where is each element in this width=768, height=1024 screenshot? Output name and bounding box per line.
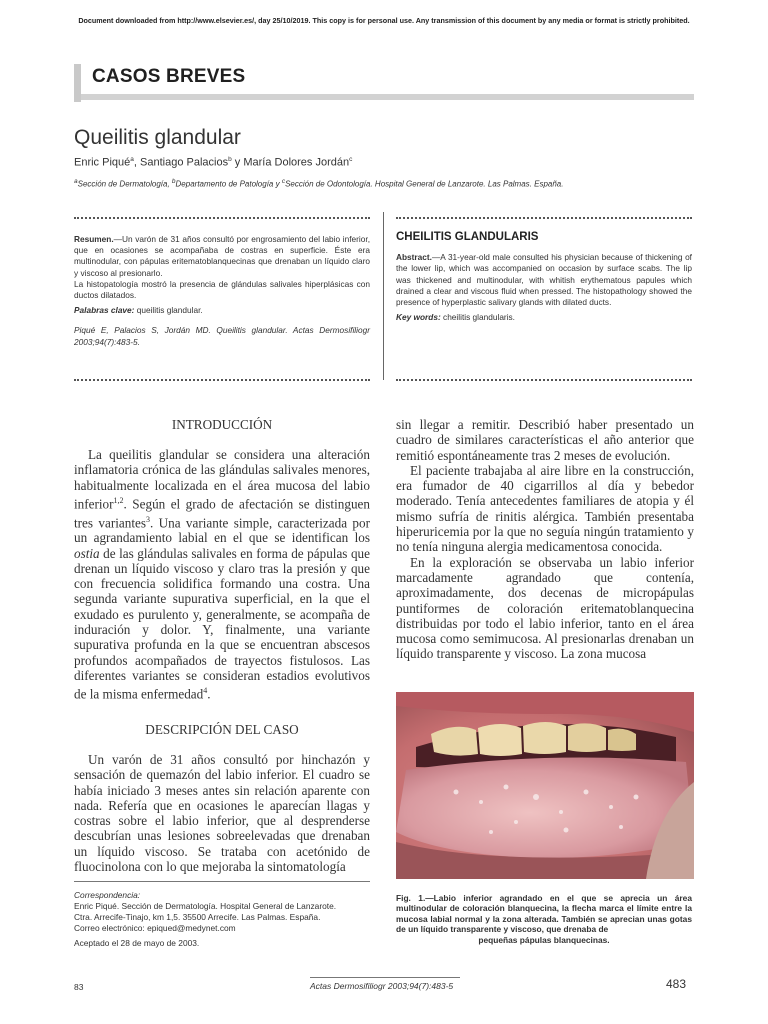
correspondence-email: Correo electrónico: epiqued@medynet.com bbox=[74, 923, 236, 933]
footnote-rule bbox=[74, 881, 370, 882]
affil-mark: c bbox=[281, 178, 286, 185]
section-header bbox=[74, 64, 694, 102]
section-bar-vertical bbox=[74, 64, 81, 102]
section-title: CASOS BREVES bbox=[92, 66, 246, 87]
dotted-divider bbox=[74, 379, 370, 381]
figure-lip-photo bbox=[396, 692, 694, 879]
correspondence-block bbox=[74, 890, 370, 949]
abstract-text-2: La histopatología mostró la presencia de glándulas salivales hiperplásicas con ductos dilatados. bbox=[74, 278, 370, 301]
keywords: queilitis glandular. bbox=[136, 305, 203, 316]
reference-mark: 4 bbox=[203, 686, 208, 696]
english-title: CHEILITIS GLANDULARIS bbox=[396, 231, 539, 243]
footer-page-left: 83 bbox=[74, 982, 84, 992]
caption-text: Fig. 1.—Labio inferior agrandado en el que se aprecia un área multinodular de coloración blanquecina, la flecha marca el límite entre la mucosa labial normal y la zona alterada. También se aprecian unas gotas de un líquido transparente y viscoso, que drenaba de bbox=[396, 893, 692, 935]
author-name: Enric Piqué bbox=[74, 156, 131, 169]
author-affil-mark: b bbox=[228, 156, 232, 163]
body-text: La queilitis glandular se considera una alteración inflamatoria crónica de las glándulas salivales menores, habitualmente localizada en el área mucosa del labio inferior bbox=[74, 447, 370, 512]
affil-text: Sección de Dermatología, bbox=[77, 179, 172, 189]
lip-photo-illustration bbox=[396, 692, 694, 879]
abstract-spanish bbox=[74, 234, 370, 348]
body-text: de las glándulas salivales en forma de pápulas que drenan un líquido viscoso y claro tras la presión y que con frecuencia solidifica formando una costra. Una segunda variante supurativa superficial, en la que el exudado es purulento y, generalmente, se acompaña de induración y dolor. Y, finalmente, una variante supurativa profunda en la que se encuentran abscesos profundos acompañados de trayectos fistulosos. Las diferentes variantes se consideran estadios evolutivos de la misma enfermedad bbox=[74, 545, 370, 702]
abstract-english bbox=[396, 232, 692, 323]
body-text: . bbox=[207, 686, 211, 702]
author-name: Santiago Palacios bbox=[140, 156, 229, 169]
affil-mark: a bbox=[74, 178, 78, 185]
dotted-divider bbox=[396, 379, 692, 381]
accepted-date: Aceptado el 28 de mayo de 2003. bbox=[74, 938, 200, 948]
affiliations bbox=[74, 178, 563, 189]
affil-text: Departamento de Patología y bbox=[175, 179, 282, 189]
author-separator: , bbox=[133, 156, 141, 169]
footer-rule bbox=[310, 977, 460, 978]
article-title: Queilitis glandular bbox=[74, 126, 241, 149]
body-paragraph: En la exploración se observaba un labio inferior marcadamente agrandado que contenía, aproximadamente, dos decenas de micropápulas puntiformes de coloración eritematoblanquecina distribuidas por todo el labio inferior, tanto en el área mucosa como semimucosa. Al presionarlas drenaban un líquido transparente y viscoso. La zona mucosa bbox=[396, 554, 694, 662]
author-separator: y bbox=[231, 156, 244, 169]
dotted-divider bbox=[74, 217, 370, 219]
author-affil-mark: c bbox=[349, 156, 353, 163]
correspondence-line: Enric Piqué. Sección de Dermatología. Hospital General de Lanzarote. bbox=[74, 901, 337, 911]
column-divider bbox=[383, 212, 384, 380]
intro-body bbox=[74, 447, 370, 702]
footer-page-number: 483 bbox=[666, 977, 687, 991]
reference-mark: 3 bbox=[145, 514, 150, 524]
case-heading: DESCRIPCIÓN DEL CASO bbox=[145, 722, 299, 737]
author-affil-mark: a bbox=[130, 156, 134, 163]
citation: Piqué E, Palacios S, Jordán MD. Queilitis glandular. Actas Dermosifiliogr 2003;94(7):483-5. bbox=[74, 325, 370, 347]
reference-mark: 1,2 bbox=[113, 495, 124, 505]
footer-journal: Actas Dermosifiliogr 2003;94(7):483-5 bbox=[310, 981, 454, 991]
abstract-text: —Un varón de 31 años consultó por engrosamiento del labio inferior, que en ocasiones se acompañaba de costras en superficie. Éste era multinodular, con pápulas eritematoblanquecinas que drenaban un líquido claro y viscoso al presionarlo. bbox=[74, 234, 370, 278]
download-notice: Document downloaded from http://www.elsevier.es/, day 25/10/2019. This copy is for personal use. Any transmission of this document by any media or format is strictly prohibited. bbox=[78, 16, 690, 25]
section-bar-horizontal bbox=[81, 94, 694, 100]
correspondence-label: Correspondencia: bbox=[74, 890, 141, 900]
body-paragraph: sin llegar a remitir. Describió haber presentado un cuadro de similares características el año anterior que remitió espontáneamente tras 2 meses de evolución. bbox=[396, 417, 694, 463]
right-column-body bbox=[396, 417, 694, 662]
keywords-label: Palabras clave: bbox=[74, 305, 135, 316]
body-text: . Una variante simple, caracterizada por un agrandamiento labial en el que se identifican los bbox=[74, 514, 370, 546]
body-text: . Según el grado de afectación se distinguen tres variantes bbox=[74, 496, 370, 530]
body-italic: ostia bbox=[74, 545, 100, 561]
abstract-label: Resumen. bbox=[74, 234, 114, 244]
abstract-text: —A 31-year-old male consulted his physician because of thickening of the lower lip, which was accompanied on occasion by surface scabs. The lip was thickened and multinodular, with whitish erythematous papules which drained a clear and viscous fluid when pressed. The histopathology showed the presence of hyperplastic salivary glands with dilated ducts. bbox=[396, 252, 692, 308]
dotted-divider bbox=[396, 217, 692, 219]
case-paragraph: Un varón de 31 años consultó por hinchazón y sensación de quemazón del labio inferior. El cuadro se había iniciado 3 meses antes sin relación aparente con nada. Refería que en ocasiones le aparecían llagas y costras sobre el labio inferior, que al desprenderse descubrían unas lesiones sobreelevadas que drenaban un líquido viscoso. Se trataba con acetónido de fluocinolona con lo que mejoraba la sintomatología bbox=[74, 752, 370, 875]
figure-caption bbox=[396, 893, 692, 945]
caption-text-end: pequeñas pápulas blanquecinas. bbox=[478, 934, 610, 945]
author-list bbox=[74, 156, 352, 169]
intro-heading: INTRODUCCIÓN bbox=[171, 417, 273, 432]
affil-text: Sección de Odontología. Hospital General de Lanzarote. Las Palmas. España. bbox=[285, 179, 564, 189]
body-paragraph: El paciente trabajaba al aire libre en la construcción, era fumador de 40 cigarrillos al día y bebedor moderado. Tenía antecedentes familiares de atopia y él mismo sufría de rinitis alérgica. También presentaba hiperuricemia por la que no seguía ningún tratamiento y no tenía ninguna alergia medicamentosa conocida. bbox=[396, 462, 694, 555]
keywords-label: Key words: bbox=[396, 312, 441, 323]
abstract-label: Abstract. bbox=[396, 252, 432, 263]
affil-mark: b bbox=[171, 178, 176, 185]
case-body bbox=[74, 752, 370, 874]
author-name: María Dolores Jordán bbox=[243, 156, 350, 169]
keywords: cheilitis glandularis. bbox=[443, 312, 515, 323]
correspondence-line: Ctra. Arrecife-Tinajo, km 1,5. 35500 Arrecife. Las Palmas. España. bbox=[74, 912, 321, 922]
